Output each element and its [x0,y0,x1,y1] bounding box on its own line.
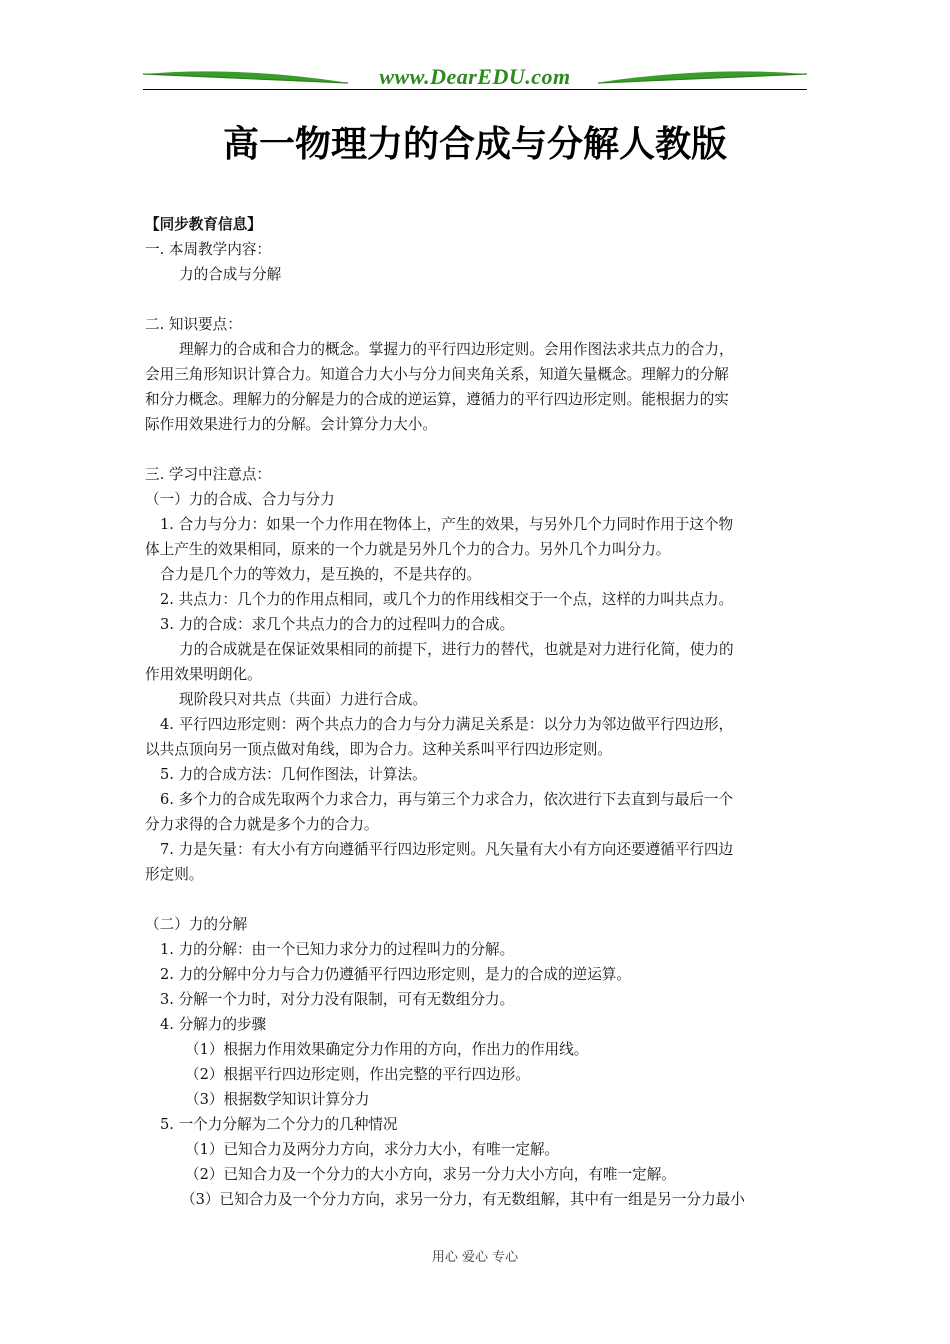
s2-heading: 二. 知识要点： [145,316,242,333]
list-item: 2. 力的分解中分力与合力仍遵循平行四边形定则，是力的合成的逆运算。 [160,966,631,983]
s2-para-line: 际作用效果进行力的分解。会计算分力大小。 [145,416,437,433]
sub-item: （3）已知合力及一个分力方向，求另一分力，有无数组解，其中有一组是另一分力最小 [181,1191,745,1208]
list-item: 1. 合力与分力：如果一个力作用在物体上，产生的效果，与另外几个力同时作用于这个物 [160,516,734,533]
list-item: 7. 力是矢量：有大小有方向遵循平行四边形定则。凡矢量有大小有方向还要遵循平行四边 [160,841,734,858]
list-item: 4. 平行四边形定则：两个共点力的合力与分力满足关系是：以分力为邻边做平行四边形， [160,716,734,733]
list-item-cont: 体上产生的效果相同，原来的一个力就是另外几个力的合力。另外几个力叫分力。 [145,541,671,558]
header-rule [143,89,807,90]
list-item: 5. 一个力分解为二个分力的几种情况 [160,1116,398,1133]
page-title: 高一物理力的合成与分解人教版 [222,124,727,165]
list-item-note: 合力是几个力的等效力，是互换的，不是共存的。 [160,566,482,583]
list-item: 1. 力的分解：由一个已知力求分力的过程叫力的分解。 [160,941,515,958]
s1-heading: 一. 本周教学内容： [145,241,272,258]
s2-para-line: 会用三角形知识计算合力。知道合力大小与分力间夹角关系，知道矢量概念。理解力的分解 [145,366,729,383]
list-item-cont: 分力求得的合力就是多个力的合力。 [145,816,379,833]
spacer [145,437,809,462]
s2-para-line: 理解力的合成和合力的概念。掌握力的平行四边形定则。会用作图法求共点力的合力， [179,341,734,358]
section-heading: 【同步教育信息】 [145,216,262,233]
page-header [143,62,807,92]
part2-heading: （二）力的分解 [145,916,248,933]
list-item: 3. 分解一个力时，对分力没有限制，可有无数组分力。 [160,991,515,1008]
part1-heading: （一）力的合成、合力与分力 [145,491,335,508]
document-body [145,212,809,1212]
sub-item: （1）已知合力及两分力方向，求分力大小，有唯一定解。 [185,1141,560,1158]
list-item-note: 力的合成就是在保证效果相同的前提下，进行力的替代，也就是对力进行化简，使力的 [179,641,734,658]
list-item: 5. 力的合成方法：几何作图法，计算法。 [160,766,427,783]
list-item: 4. 分解力的步骤 [160,1016,267,1033]
s3-heading: 三. 学习中注意点： [145,466,272,483]
list-item: 2. 共点力：几个力的作用点相同，或几个力的作用线相交于一个点，这样的力叫共点力。 [160,591,734,608]
list-item: 3. 力的合成：求几个共点力的合力的过程叫力的合成。 [160,616,515,633]
page-footer: 用心 爱心 专心 [431,1250,519,1265]
list-item: 6. 多个力的合成先取两个力求合力，再与第三个力求合力，依次进行下去直到与最后一个 [160,791,734,808]
list-item-cont: 形定则。 [145,866,204,883]
s1-item: 力的合成与分解 [179,266,282,283]
list-item-note: 现阶段只对共点（共面）力进行合成。 [179,691,428,708]
sub-item: （2）根据平行四边形定则，作出完整的平行四边形。 [185,1066,530,1083]
spacer [145,287,809,312]
sub-item: （2）已知合力及一个分力的大小方向，求另一分力大小方向，有唯一定解。 [185,1166,676,1183]
sub-item: （3）根据数学知识计算分力 [185,1091,370,1108]
spacer [145,887,809,912]
site-logo: www.DearEDU.com [379,64,571,89]
list-item-cont: 作用效果明朗化。 [145,666,262,683]
s2-para-line: 和分力概念。理解力的分解是力的合成的逆运算，遵循力的平行四边形定则。能根据力的实 [145,391,729,408]
sub-item: （1）根据力作用效果确定分力作用的方向，作出力的作用线。 [185,1041,589,1058]
list-item-cont: 以共点顶向另一顶点做对角线，即为合力。这种关系叫平行四边形定则。 [145,741,613,758]
